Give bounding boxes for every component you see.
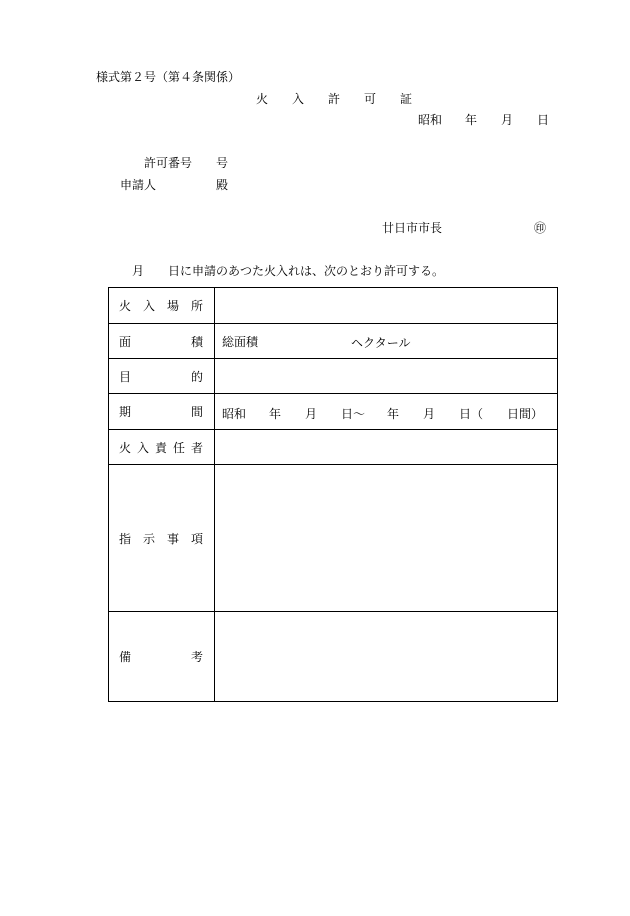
permit-details-table [108, 287, 558, 702]
instructions-value-cell[interactable] [215, 465, 558, 612]
issue-date-year: 年 [465, 113, 478, 127]
label-char: 場 [166, 299, 179, 313]
form-number: 様式第２号（第４条関係） [96, 70, 241, 84]
applicant-label: 申請人 [120, 178, 157, 192]
row-label-instructions [109, 530, 214, 547]
row-label-remarks [109, 648, 214, 665]
label-char: 期 [119, 405, 132, 419]
label-char: 目 [119, 369, 132, 384]
label-char: 間 [190, 405, 203, 419]
table-row-instructions [109, 465, 558, 612]
period-end-day: 日（ [459, 406, 484, 421]
period-start-year: 年 [269, 406, 282, 421]
label-char: 事 [166, 531, 179, 546]
title-char: 可 [364, 92, 377, 106]
issue-date-era: 昭和 [418, 113, 443, 127]
label-cell [109, 394, 215, 430]
purpose-value-cell[interactable] [215, 359, 558, 394]
title-char: 火 [256, 92, 269, 106]
label-char: 示 [142, 531, 155, 546]
area-unit: ヘクタール [351, 336, 411, 350]
location-value-cell[interactable] [215, 288, 558, 324]
label-cell [109, 288, 215, 324]
period-fields [215, 405, 557, 419]
period-end-year: 年 [387, 406, 400, 421]
period-era: 昭和 [222, 406, 247, 421]
label-char: 火 [119, 440, 132, 455]
permit-number-label: 許可番号 [144, 156, 193, 170]
period-days: 日間） [507, 406, 544, 421]
body-sentence: 日に申請のあつた火入れは、次のとおり許可する。 [168, 264, 445, 278]
period-start-day: 日〜 [341, 406, 366, 421]
label-cell [109, 324, 215, 359]
label-char: 所 [190, 299, 203, 313]
title-char: 証 [400, 92, 413, 106]
row-label-responsible [109, 439, 214, 456]
label-char: 責 [154, 440, 167, 455]
applicant-honorific: 殿 [216, 178, 229, 192]
row-label-period [109, 403, 214, 420]
label-char: 項 [190, 531, 203, 546]
area-value-cell[interactable] [215, 324, 558, 359]
title-char: 許 [328, 92, 341, 106]
label-char: 積 [190, 334, 203, 349]
label-char: 任 [172, 440, 185, 455]
label-cell [109, 465, 215, 612]
period-end-month: 月 [423, 406, 436, 421]
row-label-area [109, 333, 214, 350]
label-char: 入 [142, 299, 155, 313]
table-row-remarks [109, 612, 558, 702]
label-char: 備 [119, 650, 132, 664]
table-row-responsible [109, 430, 558, 465]
table-row-period [109, 394, 558, 430]
label-char: 入 [136, 440, 149, 455]
label-cell [109, 430, 215, 465]
label-char: 火 [119, 299, 132, 313]
period-start-month: 月 [305, 406, 318, 421]
label-char: 指 [119, 531, 132, 546]
row-label-purpose [109, 368, 214, 385]
table-row-purpose [109, 359, 558, 394]
label-char: 考 [190, 650, 203, 664]
title-char: 入 [292, 92, 305, 106]
issuer-title: 廿日市市長 [382, 221, 443, 235]
body-month: 月 [132, 264, 145, 278]
label-char: 面 [119, 334, 132, 349]
label-char: 的 [190, 369, 203, 384]
remarks-value-cell[interactable] [215, 612, 558, 702]
label-cell [109, 612, 215, 702]
period-value-cell[interactable] [215, 394, 558, 430]
label-char: 者 [190, 440, 203, 455]
label-cell [109, 359, 215, 394]
issue-date-month: 月 [501, 113, 514, 127]
table-row-location [109, 288, 558, 324]
responsible-value-cell[interactable] [215, 430, 558, 465]
area-total-label: 総面積 [222, 334, 259, 349]
table-row-area [109, 324, 558, 359]
issue-date-day: 日 [537, 113, 550, 127]
seal-mark: ㊞ [534, 221, 547, 235]
permit-number-suffix: 号 [216, 156, 229, 170]
row-label-location [109, 297, 214, 314]
